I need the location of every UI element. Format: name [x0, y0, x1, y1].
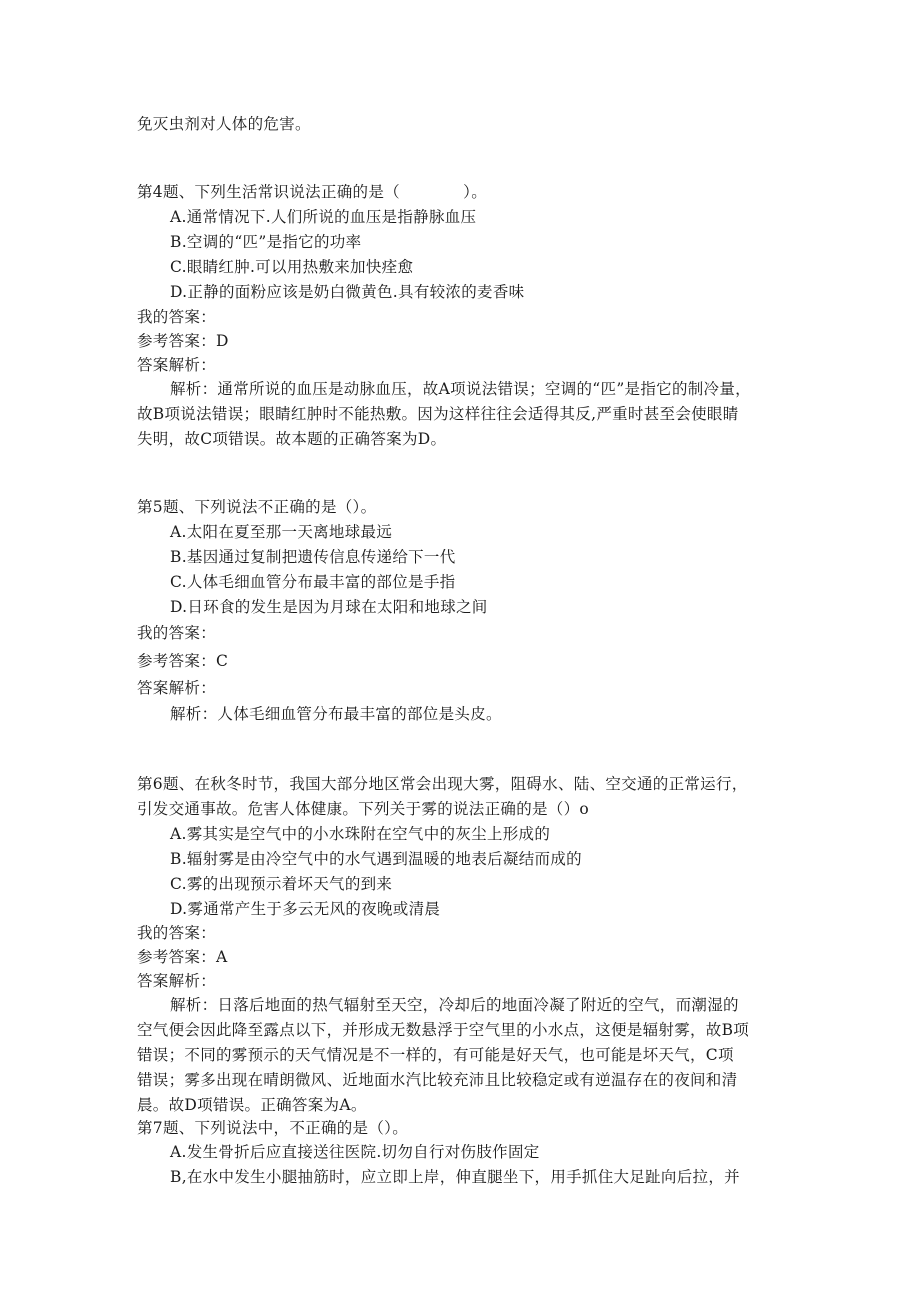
q4-analysis-label: 答案解析：: [137, 356, 217, 374]
q4-option-b[interactable]: B.空调的“匹”是指它的功率: [170, 233, 362, 251]
q6-option-c[interactable]: C.雾的出现预示着坏天气的到来: [170, 875, 393, 893]
q6-analysis-line-5: 晨。故D项错误。正确答案为A。: [137, 1096, 367, 1114]
q4-option-a[interactable]: A.通常情况下.人们所说的血压是指静脉血压: [170, 208, 477, 226]
q5-analysis-line-1: 解析：人体毛细血管分布最丰富的部位是头皮。: [170, 705, 502, 723]
q4-analysis-line-2: 故B项说法错误；眼睛红肿时不能热敷。因为这样往往会适得其反,严重时甚至会使眼睛: [137, 405, 739, 423]
q4-option-c[interactable]: C.眼睛红肿.可以用热敷来加快痊愈: [170, 258, 414, 276]
q4-option-d[interactable]: D.正静的面粉应该是奶白微黄色.具有较浓的麦香味: [170, 283, 525, 301]
q6-stem-line-2: 引发交通事故。危害人体健康。下列关于雾的说法正确的是（）o: [137, 800, 590, 818]
q6-my-answer: 我的答案：: [137, 924, 217, 942]
q6-ref-answer: 参考答案：A: [137, 948, 228, 966]
q4-my-answer: 我的答案：: [137, 308, 217, 326]
q4-analysis-line-3: 失明，故C项错误。故本题的正确答案为D。: [137, 430, 447, 448]
q6-analysis-line-1: 解析：日落后地面的热气辐射至天空，冷却后的地面冷凝了附近的空气，而潮湿的: [170, 996, 739, 1014]
q7-option-a[interactable]: A.发生骨折后应直接送往医院.切勿自行对伤肢作固定: [170, 1143, 540, 1161]
q7-stem: 第7题、下列说法中，不正确的是（）。: [137, 1119, 409, 1137]
q4-ref-answer: 参考答案：D: [137, 332, 229, 350]
q6-option-a[interactable]: A.雾其实是空气中的小水珠附在空气中的灰尘上形成的: [170, 825, 551, 843]
q5-stem: 第5题、下列说法不正确的是（）。: [137, 498, 377, 516]
q5-option-b[interactable]: B.基因通过复制把遗传信息传递给下一代: [170, 548, 456, 566]
q6-option-d[interactable]: D.雾通常产生于多云无风的夜晚或清晨: [170, 900, 441, 918]
q6-analysis-label: 答案解析：: [137, 972, 217, 990]
q6-analysis-line-3: 错误；不同的雾预示的天气情况是不一样的，有可能是好天气，也可能是坏天气，C项: [137, 1046, 734, 1064]
q5-option-a[interactable]: A.太阳在夏至那一天离地球最远: [170, 523, 393, 541]
q5-my-answer: 我的答案：: [137, 624, 217, 642]
q5-ref-answer: 参考答案：C: [137, 652, 229, 670]
q6-stem-line-1: 第6题、在秋冬时节，我国大部分地区常会出现大雾，阻碍水、陆、空交通的正常运行，: [137, 775, 748, 793]
q4-analysis-line-1: 解析：通常所说的血压是动脉血压，故A项说法错误；空调的“匹”是指它的制冷量，: [170, 380, 751, 398]
q5-option-c[interactable]: C.人体毛细血管分布最丰富的部位是手指: [170, 573, 456, 591]
q6-analysis-line-4: 错误；雾多出现在晴朗微风、近地面水汽比较充沛且比较稳定或有逆温存在的夜间和清: [137, 1071, 738, 1089]
q4-stem: 第4题、下列生活常识说法正确的是（ ）。: [137, 183, 488, 201]
q5-option-d[interactable]: D.日环食的发生是因为月球在太阳和地球之间: [170, 598, 488, 616]
q6-analysis-line-2: 空气便会因此降至露点以下，并形成无数悬浮于空气里的小水点，这便是辐射雾，故B项: [137, 1021, 750, 1039]
q6-option-b[interactable]: B.辐射雾是由冷空气中的水气遇到温暖的地表后凝结而成的: [170, 850, 582, 868]
intro-tail: 免灭虫剂对人体的危害。: [137, 115, 311, 133]
q5-analysis-label: 答案解析：: [137, 679, 217, 697]
q7-option-b[interactable]: B,在水中发生小腿抽筋时，应立即上岸，伸直腿坐下，用手抓住大足趾向后拉，并: [170, 1168, 740, 1186]
